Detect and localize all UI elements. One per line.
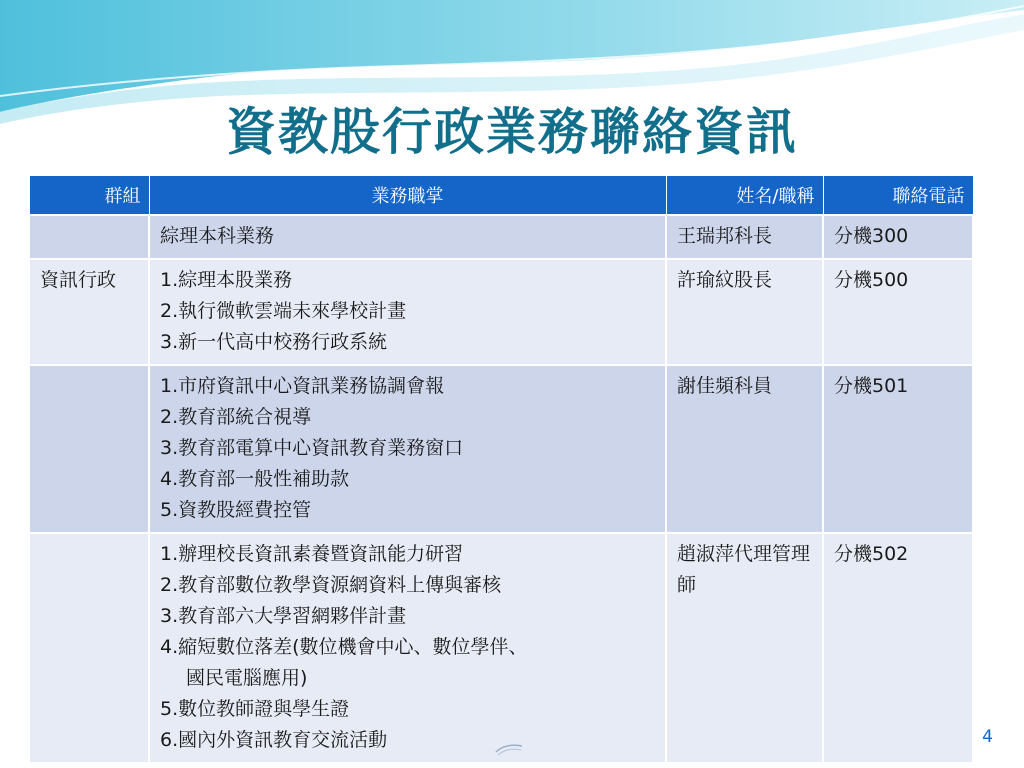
table-row <box>29 365 973 533</box>
header-phone: 聯絡電話 <box>823 176 973 216</box>
cell-duty <box>149 215 666 259</box>
cell-phone: 分機501 <box>823 365 973 533</box>
cell-duty <box>149 365 666 533</box>
table-header-row <box>29 176 973 216</box>
cell-phone: 分機300 <box>823 215 973 259</box>
header-name: 姓名/職稱 <box>666 176 823 216</box>
cell-duty <box>149 533 666 763</box>
duty-item: 1.綜理本股業務 <box>160 269 293 291</box>
slide-title: 資教股行政業務聯絡資訊 <box>226 103 798 161</box>
contact-table <box>28 175 974 764</box>
cell-name: 謝佳頻科員 <box>666 365 823 533</box>
cell-group <box>29 365 149 533</box>
footer-logo-icon <box>494 738 524 758</box>
table-row <box>29 259 973 365</box>
duty-item: 1.辦理校長資訊素養暨資訊能力研習 <box>160 543 464 565</box>
duty-item: 2.教育部數位教學資源網資料上傳與審核 <box>160 574 502 596</box>
duty-item: 綜理本科業務 <box>160 225 275 247</box>
duty-item: 5.數位教師證與學生證 <box>160 698 350 720</box>
duty-item: 2.執行微軟雲端未來學校計畫 <box>160 300 407 322</box>
cell-name: 許瑜紋股長 <box>666 259 823 365</box>
page-number: 4 <box>982 727 993 747</box>
header-group: 群組 <box>29 176 149 216</box>
duty-item: 3.教育部電算中心資訊教育業務窗口 <box>160 437 464 459</box>
cell-phone: 分機502 <box>823 533 973 763</box>
cell-group: 資訊行政 <box>29 259 149 365</box>
cell-name: 趙淑萍代理管理師 <box>666 533 823 763</box>
cell-phone: 分機500 <box>823 259 973 365</box>
duty-item: 4.縮短數位落差(數位機會中心、數位學伴、 <box>160 636 528 658</box>
duty-item: 1.市府資訊中心資訊業務協調會報 <box>160 375 445 397</box>
duty-item: 3.教育部六大學習網夥伴計畫 <box>160 605 407 627</box>
duty-item: 6.國內外資訊教育交流活動 <box>160 729 388 751</box>
duty-item: 2.教育部統合視導 <box>160 406 312 428</box>
cell-duty <box>149 259 666 365</box>
duty-item: 4.教育部一般性補助款 <box>160 468 350 490</box>
cell-group <box>29 215 149 259</box>
table-row <box>29 533 973 763</box>
header-duty: 業務職掌 <box>149 176 666 216</box>
duty-item: 國民電腦應用) <box>186 667 308 689</box>
duty-item: 3.新一代高中校務行政系統 <box>160 331 388 353</box>
table-row <box>29 215 973 259</box>
cell-name: 王瑞邦科長 <box>666 215 823 259</box>
duty-item: 5.資教股經費控管 <box>160 499 312 521</box>
cell-group <box>29 533 149 763</box>
